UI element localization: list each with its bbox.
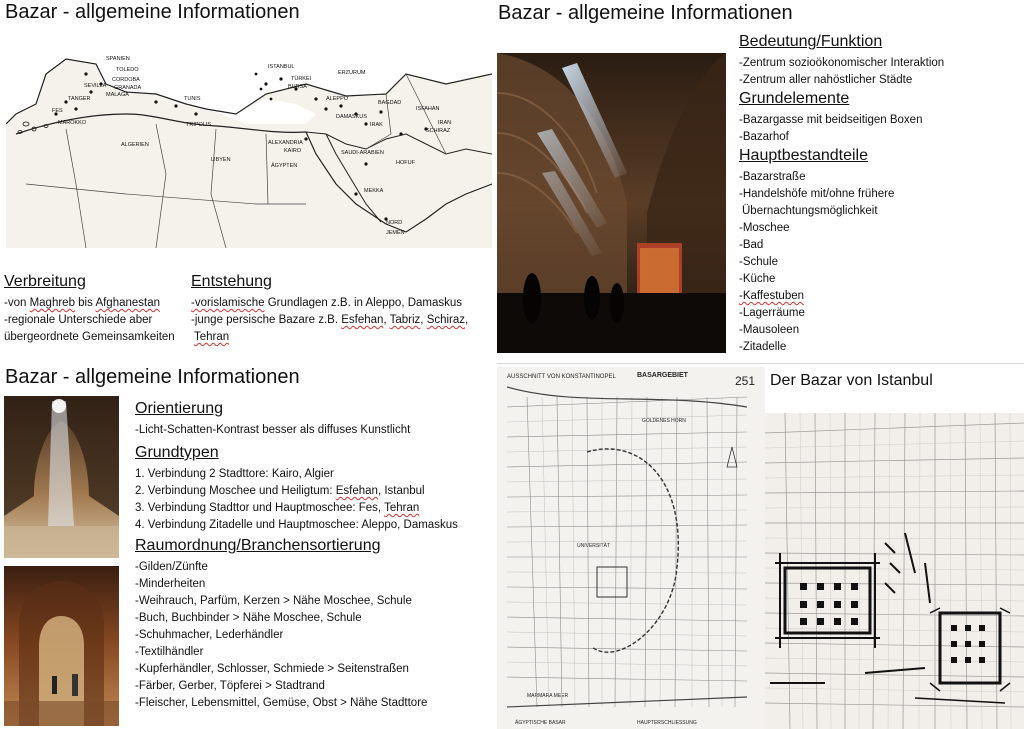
entstehung-line-2: -junge persische Bazare z.B. Esfehan, Tabriz, Schiraz,: [191, 314, 469, 326]
q3-text-panel: [135, 400, 458, 712]
city-plan-drawing: [497, 367, 765, 729]
bedeutung-item: -Zentrum aller nahöstlicher Städte: [739, 74, 913, 86]
q3-title: Bazar - allgemeine Informationen: [5, 366, 300, 388]
plan-label-univ: UNIVERSITÄT: [577, 543, 611, 549]
grundtypen-item: 4. Verbindung Zitadelle und Hauptmoschee: Aleppo, Damaskus: [135, 519, 458, 531]
map-label-toledo: TOLEDO: [116, 67, 139, 73]
map-label-isfahan: ISFAHAN: [416, 106, 440, 112]
orientierung-heading: Orientierung: [135, 400, 224, 417]
raumordnung-item: -Fleischer, Lebensmittel, Gemüse, Obst > Nähe Stadttore: [135, 697, 428, 709]
hauptbestandteile-item: -Bad: [739, 239, 764, 251]
grundelemente-item: -Bazargasse mit beidseitigen Boxen: [739, 114, 923, 126]
grundelemente-item: -Bazarhof: [739, 131, 789, 143]
map-label-tripolis: TRIPOLIS: [186, 122, 212, 128]
plan-label-marmara: MARMARA MEER: [527, 693, 569, 699]
entstehung-heading: Entstehung: [191, 273, 272, 290]
q2-text-panel: [739, 33, 944, 356]
map-label-erzurum: ERZURUM: [338, 70, 366, 76]
map-label-iran: IRAN: [438, 120, 452, 126]
map-label-istanbul: ISTANBUL: [268, 64, 295, 70]
verbreitung-line-2: -regionale Unterschiede aber: [4, 314, 153, 326]
q4-title: Der Bazar von Istanbul: [770, 372, 933, 389]
hauptbestandteile-item: -Zitadelle: [739, 341, 787, 353]
raumordnung-item: -Weihrauch, Parfüm, Kerzen > Nähe Moschee, Schule: [135, 595, 412, 607]
hauptbestandteile-heading: Hauptbestandteile: [739, 147, 868, 164]
map-label-damaskus: DAMASKUS: [336, 114, 367, 120]
map-label-irak: IRAK: [370, 122, 383, 128]
map-label-cordoba: CORDOBA: [112, 77, 140, 83]
grundelemente-heading: Grundelemente: [739, 90, 850, 107]
map-label-aegypten: ÄGYPTEN: [271, 163, 298, 169]
map-label-spain: SPANIEN: [106, 56, 130, 62]
map-label-algerien: ALGERIEN: [121, 142, 149, 148]
entstehung-line-1: -vorislamische Grundlagen z.B. in Aleppo, Damaskus: [191, 297, 463, 309]
bedeutung-heading: Bedeutung/Funktion: [739, 33, 883, 50]
map-label-malaga: MALAGA: [106, 92, 129, 98]
raumordnung-heading: Raumordnung/Branchensortierung: [135, 537, 381, 554]
map-label-fes: FES: [52, 108, 63, 114]
grundtypen-item: 3. Verbindung Stadttor und Hauptmoschee: Fes, Tehran: [135, 502, 420, 514]
map-label-bagdad: BAGDAD: [378, 100, 402, 106]
plan-header-mid: BASARGEBIET: [637, 372, 688, 379]
orientierung-line: -Licht-Schatten-Kontrast besser als diffuses Kunstlicht: [135, 424, 411, 436]
verbreitung-line-1: -von Maghreb bis Afghanestan: [4, 297, 161, 309]
q1-title: Bazar - allgemeine Informationen: [5, 1, 300, 23]
q2-title: Bazar - allgemeine Informationen: [498, 2, 793, 24]
hauptbestandteile-item: -Lagerräume: [739, 307, 805, 319]
hauptbestandteile-item: Übernachtungsmöglichkeit: [742, 205, 878, 217]
map-label-alexandria: ALEXANDRIA: [268, 140, 303, 146]
map-label-tuerkei: TÜRKEI: [291, 76, 312, 82]
entstehung-line-3: Tehran: [194, 331, 230, 343]
verbreitung-line-3: übergeordnete Gemeinsamkeiten: [4, 331, 175, 343]
hauptbestandteile-item: -Bazarstraße: [739, 171, 806, 183]
istanbul-city-plan: [497, 367, 765, 729]
map-label-jemen: JEMEN: [386, 230, 405, 236]
map-label-tanger: TANGER: [68, 96, 91, 102]
raumordnung-item: -Buch, Buchbinder > Nähe Moschee, Schule: [135, 612, 362, 624]
plan-page-number: 251: [735, 374, 756, 388]
map-label-libyen: LIBYEN: [211, 157, 231, 163]
plan-footer-right: HAUPTERSCHLIESSUNG: [637, 720, 697, 726]
plan-label-horn: GOLDENES HORN: [642, 418, 686, 424]
map-label-bursa: BURSA: [288, 84, 307, 90]
grundtypen-heading: Grundtypen: [135, 444, 219, 461]
grundtypen-item: 1. Verbindung 2 Stadttore: Kairo, Algier: [135, 468, 334, 480]
raumordnung-item: -Gilden/Zünfte: [135, 561, 208, 573]
bazar-distribution-map: [6, 54, 492, 248]
hauptbestandteile-item: -Mausoleen: [739, 324, 800, 336]
map-label-sevilla: SEVILLA: [84, 83, 107, 89]
map-label-marokko: MAROKKO: [58, 120, 87, 126]
hauptbestandteile-item: -Handelshöfe mit/ohne frühere: [739, 188, 895, 200]
raumordnung-item: -Färber, Gerber, Töpferei > Stadtrand: [135, 680, 325, 692]
map-label-tunis: TUNIS: [184, 96, 201, 102]
map-label-nord: NORD: [386, 220, 403, 226]
raumordnung-item: -Schuhmacher, Lederhändler: [135, 629, 284, 641]
bedeutung-item: -Zentrum sozioökonomischer Interaktion: [739, 57, 945, 69]
corridor-drawing-1: [4, 396, 119, 558]
map-label-kairo: KAIRO: [284, 148, 302, 154]
bazar-interior-photo: [497, 53, 726, 353]
quadrant-divider: [497, 363, 1024, 364]
bazar-corridor-photo-1: [4, 396, 119, 558]
corridor-drawing-2: [4, 566, 119, 726]
map-label-aleppo: ALEPPO: [326, 96, 349, 102]
map-label-schiraz: SCHIRAZ: [426, 128, 451, 134]
map-label-saudi: SAUDI-ARABIEN: [341, 150, 384, 156]
plan-header-left: AUSSCHNITT VON KONSTANTINOPEL: [507, 374, 616, 380]
grundtypen-item: 2. Verbindung Moschee und Heiligtum: Esfehan, Istanbul: [135, 485, 425, 497]
raumordnung-item: -Textilhändler: [135, 646, 204, 658]
map-label-hofuf: HOFUF: [396, 160, 415, 166]
plan-footer-left: ÄGYPTISCHE BASAR: [515, 720, 566, 726]
bazar-ground-plan: [765, 413, 1024, 729]
bazar-interior-drawing: [497, 53, 726, 353]
map-label-mekka: MEKKA: [364, 188, 384, 194]
hauptbestandteile-item: -Schule: [739, 256, 778, 268]
map-drawing: [6, 54, 492, 248]
hauptbestandteile-item: -Moschee: [739, 222, 790, 234]
hauptbestandteile-item: -Küche: [739, 273, 776, 285]
bazar-corridor-photo-2: [4, 566, 119, 726]
ground-plan-drawing: [765, 413, 1024, 729]
verbreitung-heading: Verbreitung: [4, 273, 86, 290]
raumordnung-item: -Kupferhändler, Schlosser, Schmiede > Seitenstraßen: [135, 663, 409, 675]
hauptbestandteile-item: -Kaffestuben: [739, 290, 805, 302]
map-label-granada: GRANADA: [114, 85, 142, 91]
raumordnung-item: -Minderheiten: [135, 578, 206, 590]
